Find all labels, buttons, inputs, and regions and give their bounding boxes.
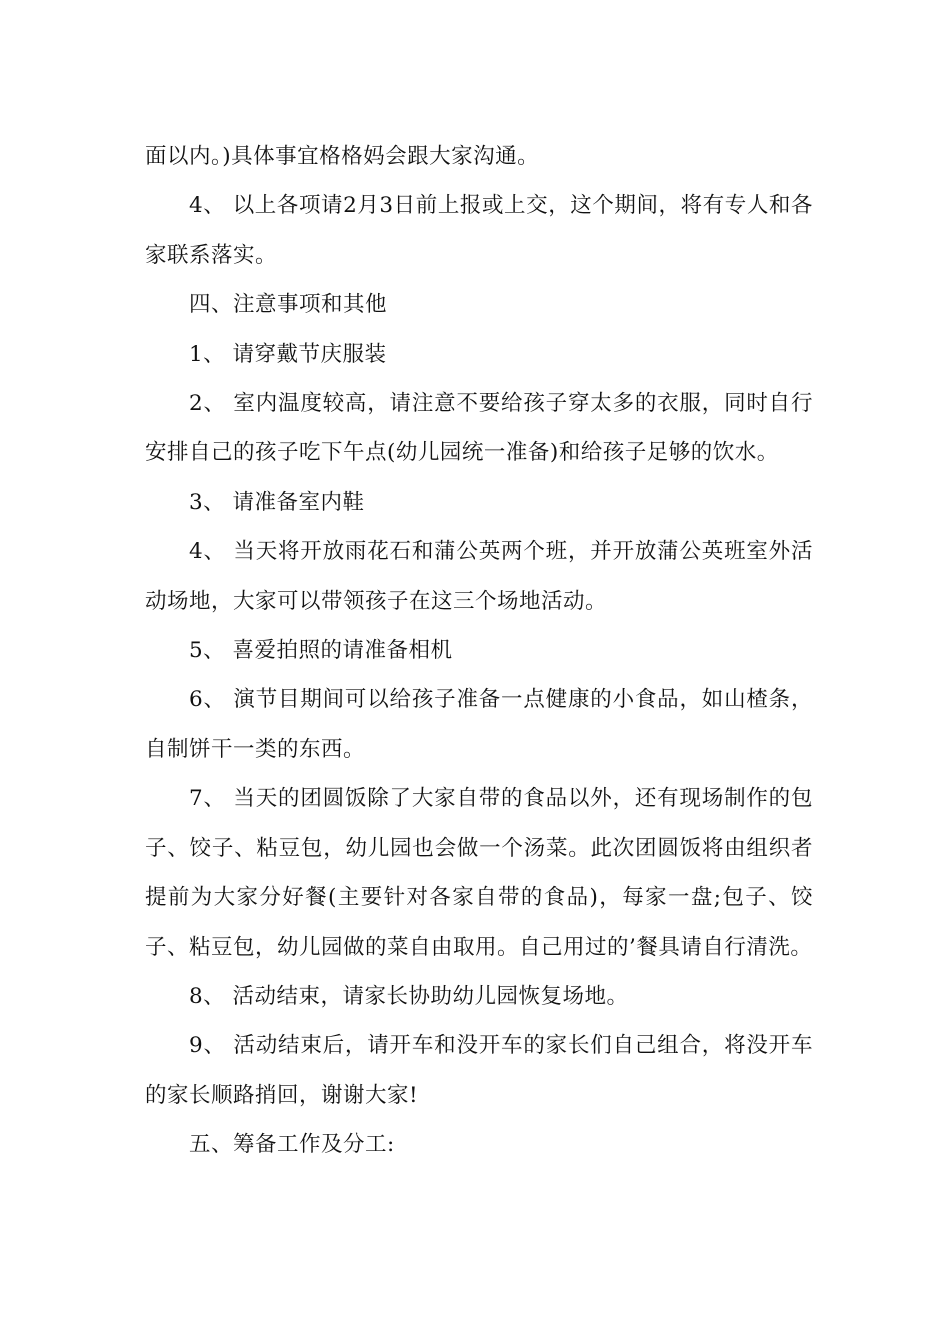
paragraph-item-4-4: 4、 当天将开放雨花石和蒲公英两个班，并开放蒲公英班室外活动场地，大家可以带领孩子在这三个场地活动。 xyxy=(145,539,813,614)
section-heading-4: 四、注意事项和其他 xyxy=(189,292,388,318)
paragraph-item-3-4: 4、 以上各项请2月3日前上报或上交，这个期间，将有专人和各家联系落实。 xyxy=(145,193,813,268)
paragraph-item-4-9: 9、 活动结束后，请开车和没开车的家长们自己组合，将没开车的家长顺路捎回，谢谢大家! xyxy=(145,1033,813,1108)
paragraph-continuation: 面以内。)具体事宜格格妈会跟大家沟通。 xyxy=(145,144,540,169)
section-heading-5: 五、筹备工作及分工: xyxy=(189,1132,395,1158)
paragraph-item-4-5: 5、 喜爱拍照的请准备相机 xyxy=(189,638,453,664)
paragraph-item-4-7: 7、 当天的团圆饭除了大家自带的食品以外，还有现场制作的包子、饺子、粘豆包，幼儿园也会做一个汤菜。此次团圆饭将由组织者提前为大家分好餐(主要针对各家自带的食品)，每家一盘;包子、饺子、粘豆包，幼儿园做的菜自由取用。自己用过的’餐具请自行清洗。 xyxy=(145,786,813,960)
paragraph-item-4-6: 6、 演节目期间可以给孩子准备一点健康的小食品，如山楂条，自制饼干一类的东西。 xyxy=(145,687,813,762)
paragraph-item-4-3: 3、 请准备室内鞋 xyxy=(189,489,365,515)
paragraph-item-4-2: 2、 室内温度较高，请注意不要给孩子穿太多的衣服，同时自行安排自己的孩子吃下午点(幼儿园统一准备)和给孩子足够的饮水。 xyxy=(145,391,813,466)
document-body xyxy=(145,132,813,1170)
paragraph-item-4-8: 8、 活动结束，请家长协助幼儿园恢复场地。 xyxy=(189,983,629,1009)
paragraph-item-4-1: 1、 请穿戴节庆服装 xyxy=(189,341,387,367)
